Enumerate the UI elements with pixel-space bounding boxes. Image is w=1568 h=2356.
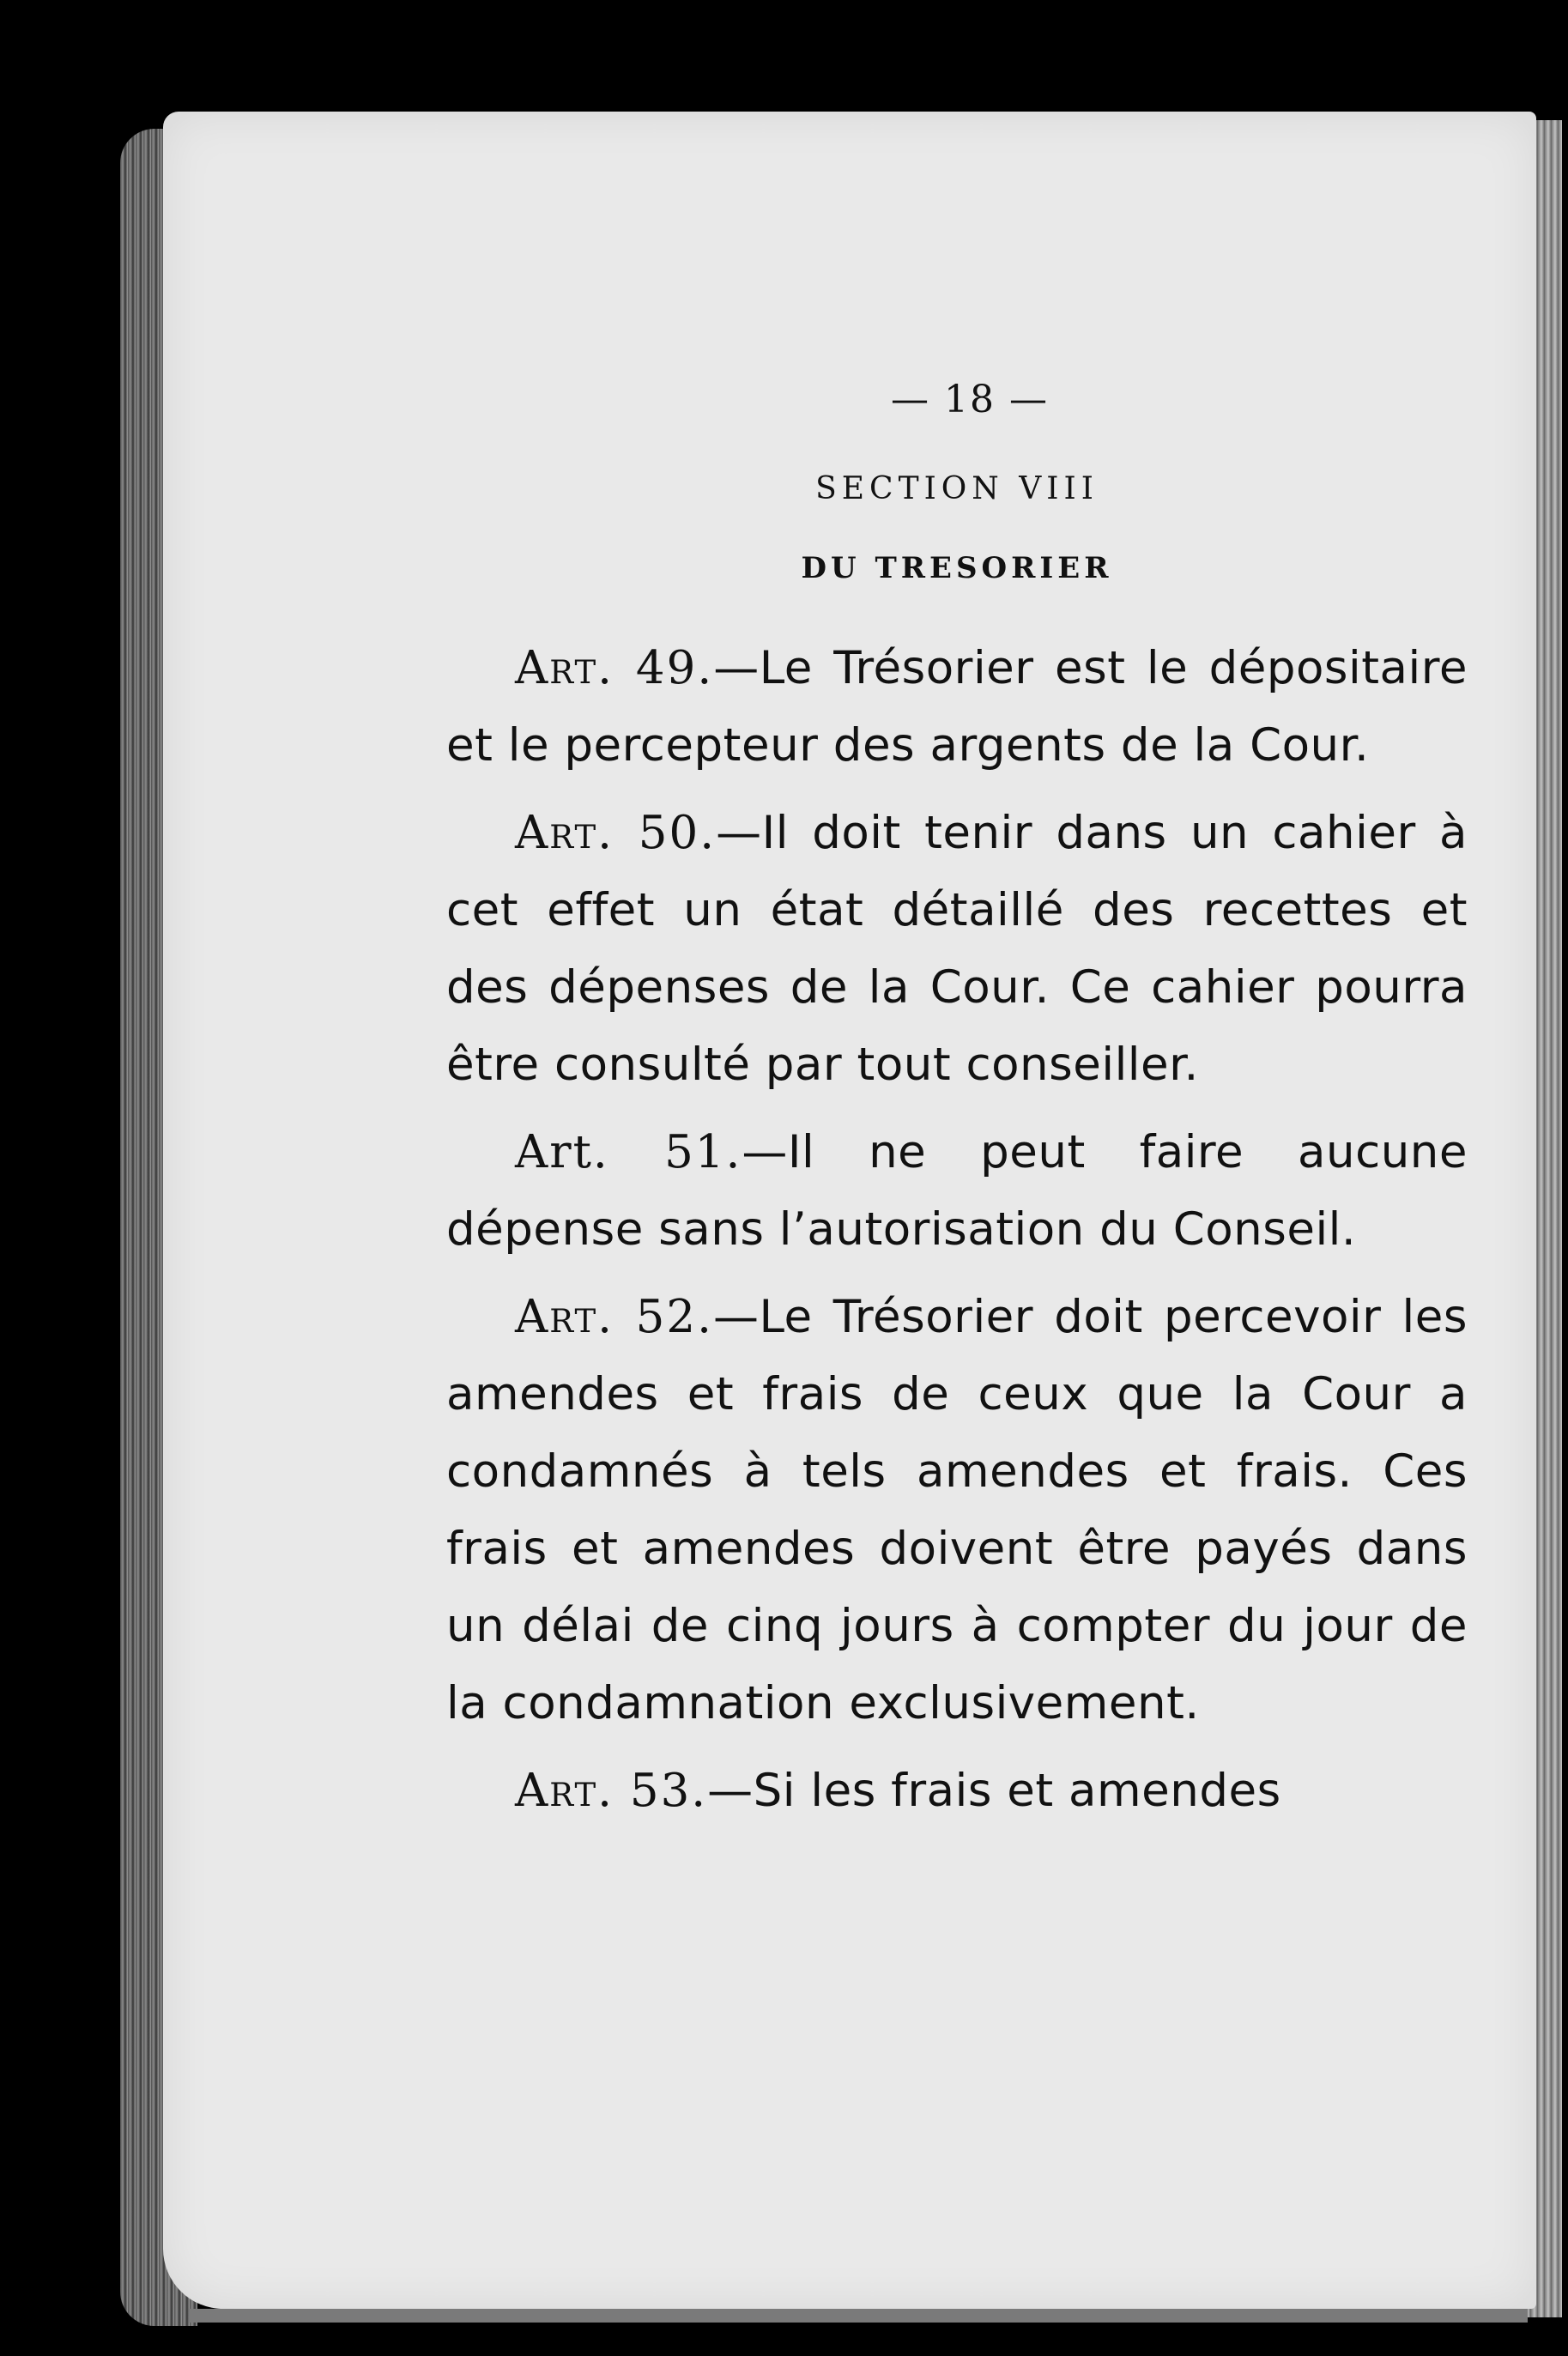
article-49 (446, 630, 1468, 784)
article-text: —Le Trésorier est le dépositaire et le percepteur des argents de la Cour. (446, 642, 1468, 772)
article-text: —Si les frais et amendes (707, 1765, 1281, 1817)
article-label: Art. 51. (515, 1126, 742, 1178)
article-53 (446, 1753, 1468, 1830)
page-bottom-edge (189, 2309, 1528, 2323)
article-text: —Il doit tenir dans un cahier à cet effet un état détaillé des recettes et des dépenses de la Cour. Ce cahier pourra être consulté par tout conseiller. (446, 807, 1468, 1091)
article-text: —Il ne peut faire aucune dépense sans l’autorisation du Conseil. (446, 1126, 1468, 1256)
article-text: —Le Trésorier doit percevoir les amendes et frais de ceux que la Cour a condamnés à tels amendes et frais. Ces frais et amendes doivent être payés dans un délai de cinq jours à compter du jour de la condamnation exclusivement. (446, 1291, 1468, 1729)
articles (446, 630, 1468, 1830)
article-52 (446, 1279, 1468, 1742)
article-label: Art. 50. (515, 807, 717, 859)
section-title: SECTION VIII (815, 471, 1099, 506)
article-label: Art. 49. (515, 642, 714, 694)
chapter-title: DU TRESORIER (801, 551, 1113, 585)
article-51 (446, 1114, 1468, 1269)
article-label: Art. 53. (515, 1765, 708, 1817)
page-number: — 18 — (891, 378, 1049, 421)
article-50 (446, 795, 1468, 1104)
article-label: Art. 52. (515, 1291, 713, 1343)
page-content (446, 343, 1468, 1840)
